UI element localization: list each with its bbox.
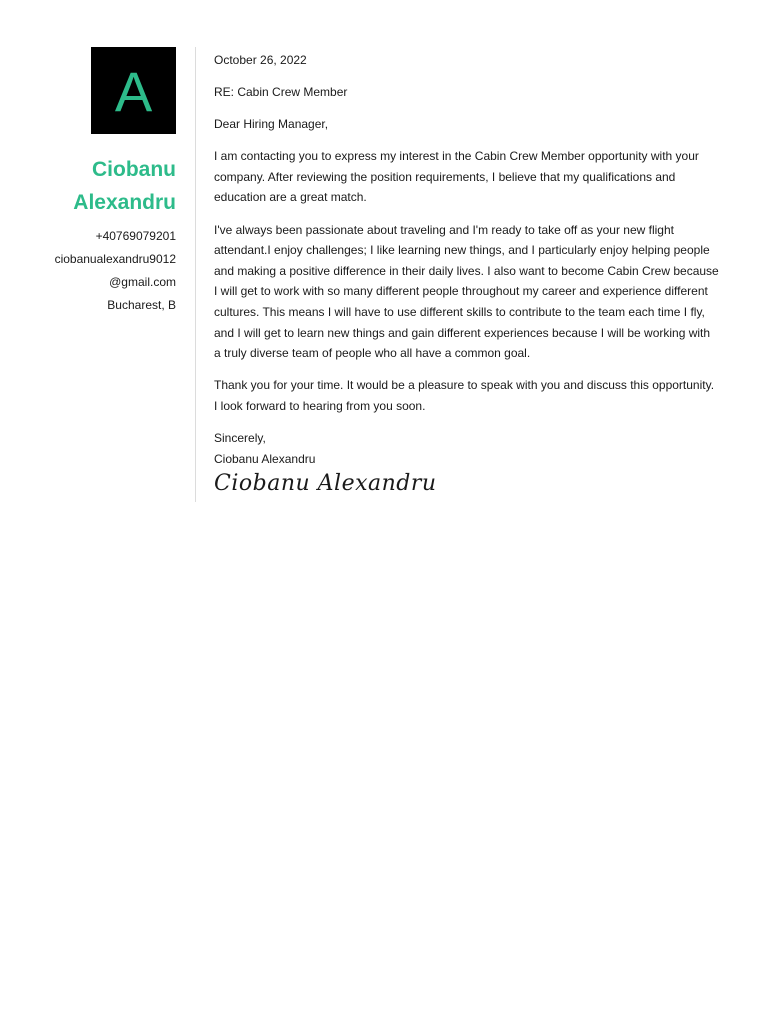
email-line2: @gmail.com xyxy=(109,275,176,289)
closing-name: Ciobanu Alexandru xyxy=(214,451,316,466)
applicant-name-line1: Ciobanu xyxy=(92,158,176,181)
letter-salutation: Dear Hiring Manager, xyxy=(214,117,329,132)
phone-number: +40769079201 xyxy=(95,229,176,243)
letter-body xyxy=(214,50,720,498)
monogram-badge xyxy=(91,47,176,134)
contact-info xyxy=(40,225,176,317)
letter-closing xyxy=(214,428,720,469)
applicant-name xyxy=(40,153,176,219)
handwritten-signature: Ciobanu Alexandru xyxy=(214,471,437,497)
letter-paragraph-2: I've always been passionate about traveling and I'm ready to take off as your new flight attendant.I enjoy challenges; I like learning new things, and I particularly enjoy helping people and making a positive difference in their daily lives. I also want to become Cabin Crew because I will get to work with so many different people throughout my career and experience different cultures. This means I will have to use different skills to contribute to the team each time I fly, and I will get to learn new things and gain different experiences because I will be working with a truly diverse team of people who all have a common goal. xyxy=(214,222,719,361)
letter-paragraph-1: I am contacting you to express my interest in the Cabin Crew Member opportunity with your company. After reviewing the position requirements, I believe that my qualifications and education are a great match. xyxy=(214,149,699,205)
monogram-letter: A xyxy=(114,59,153,123)
letter-date: October 26, 2022 xyxy=(214,53,307,67)
closing-word: Sincerely, xyxy=(214,430,266,445)
vertical-divider xyxy=(195,47,196,502)
email-line1: ciobanualexandru9012 xyxy=(54,252,176,266)
applicant-name-line2: Alexandru xyxy=(73,191,176,214)
letter-subject: RE: Cabin Crew Member xyxy=(214,85,348,100)
letter-paragraph-3: Thank you for your time. It would be a pleasure to speak with you and discuss this opportunity. I look forward to hearing from you soon. xyxy=(214,378,715,413)
location: Bucharest, B xyxy=(107,298,176,312)
